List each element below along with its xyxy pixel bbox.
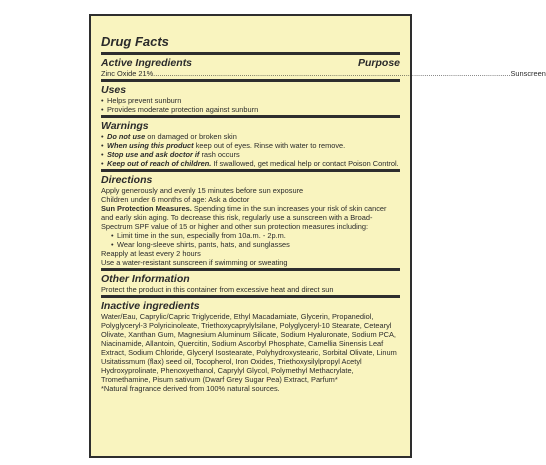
divider [101,295,400,298]
active-ingredients-heading: Active Ingredients [101,57,193,69]
inactive-ingredients-section [101,300,400,393]
list-item: • Limit time in the sun, especially from 10a.m. - 2p.m. [111,231,286,240]
list-item: • Stop use and ask doctor if rash occurs [101,150,240,159]
divider [101,268,400,271]
other-information-heading: Other Information [101,273,190,285]
active-purpose: Sunscreen [510,69,546,78]
directions-heading: Directions [101,174,153,186]
leader-dots: .............................................................................................................................................................................. [153,69,511,78]
active-ingredient: Zinc Oxide 21% [101,69,154,78]
uses-heading: Uses [101,84,127,96]
divider [101,169,400,172]
list-item: • When using this product keep out of eyes. Rinse with water to remove. [101,141,346,150]
list-item: • Keep out of reach of children. If swallowed, get medical help or contact Poison Control. [101,159,399,168]
sun-protection-text: Sun Protection Measures. Spending time in the sun increases your risk of skin cancer and early skin aging. To decrease this risk, regularly use a sunscreen with a Broad-Spectrum SPF value of 15 or higher and other sun protection measures including: [101,204,387,231]
list-item: • Do not use on damaged or broken skin [101,132,237,141]
directions-section [101,174,400,267]
list-item: • Helps prevent sunburn [101,96,182,105]
list-item: • Provides moderate protection against sunburn [101,105,259,114]
inactive-ingredients-heading: Inactive ingredients [101,300,200,312]
warnings-heading: Warnings [101,120,149,132]
active-ingredients-section [101,57,546,78]
active-ingredient-row [101,69,546,78]
other-information-section [101,273,400,294]
inactive-ingredients-text: Water/Eau, Caprylic/Capric Triglyceride, Ethyl Macadamiate, Glycerin, Propanediol, Polyglyceryl-3 Polyricinoleate, Triethoxycaprylylsilane, Polyglyceryl-10 Stearate, Cetearyl Olivate, Xanthan Gum, Magnesium Aluminum Silicate, Sodium Hyaluronate, Sodium PCA, Niacinamide, Allantoin, Quercitin, Sodium Ascorbyl Phosphate, Camellia Sinensis Leaf Extract, Sodium Chloride, Glyceryl Isostearate, Polyhydroxystearic, Sorbital Olivate, Linum Usitatissmum (flax) seed oil, Tocopherol, Iron Oxides, Triethoxysilylpropyl Acetyl Hydroxyprolinate, Phenoxyethanol, Caprylyl Glycol, Polymethyl Methacrylate, Tromethamine, Pisum sativum (Dwarf Grey Sugar Pea) Extract, Parfum* [101,312,397,384]
purpose-heading: Purpose [357,57,400,69]
list-item: • Wear long-sleeve shirts, pants, hats, and sunglasses [111,240,290,249]
warnings-section [101,120,400,168]
directions-line: Children under 6 months of age: Ask a doctor [101,195,250,204]
other-information-text: Protect the product in this container from excessive heat and direct sun [101,285,334,294]
divider [101,115,400,118]
uses-section [101,84,400,114]
directions-line: Apply generously and evenly 15 minutes before sun exposure [101,186,304,195]
inactive-footnote: *Natural fragrance derived from 100% natural sources. [101,384,280,393]
directions-line: Reapply at least every 2 hours [101,249,201,258]
divider [101,52,400,55]
drug-facts-panel [89,14,546,458]
panel-title: Drug Facts [101,34,169,49]
divider [101,79,400,82]
directions-line: Use a water-resistant sunscreen if swimming or sweating [101,258,288,267]
